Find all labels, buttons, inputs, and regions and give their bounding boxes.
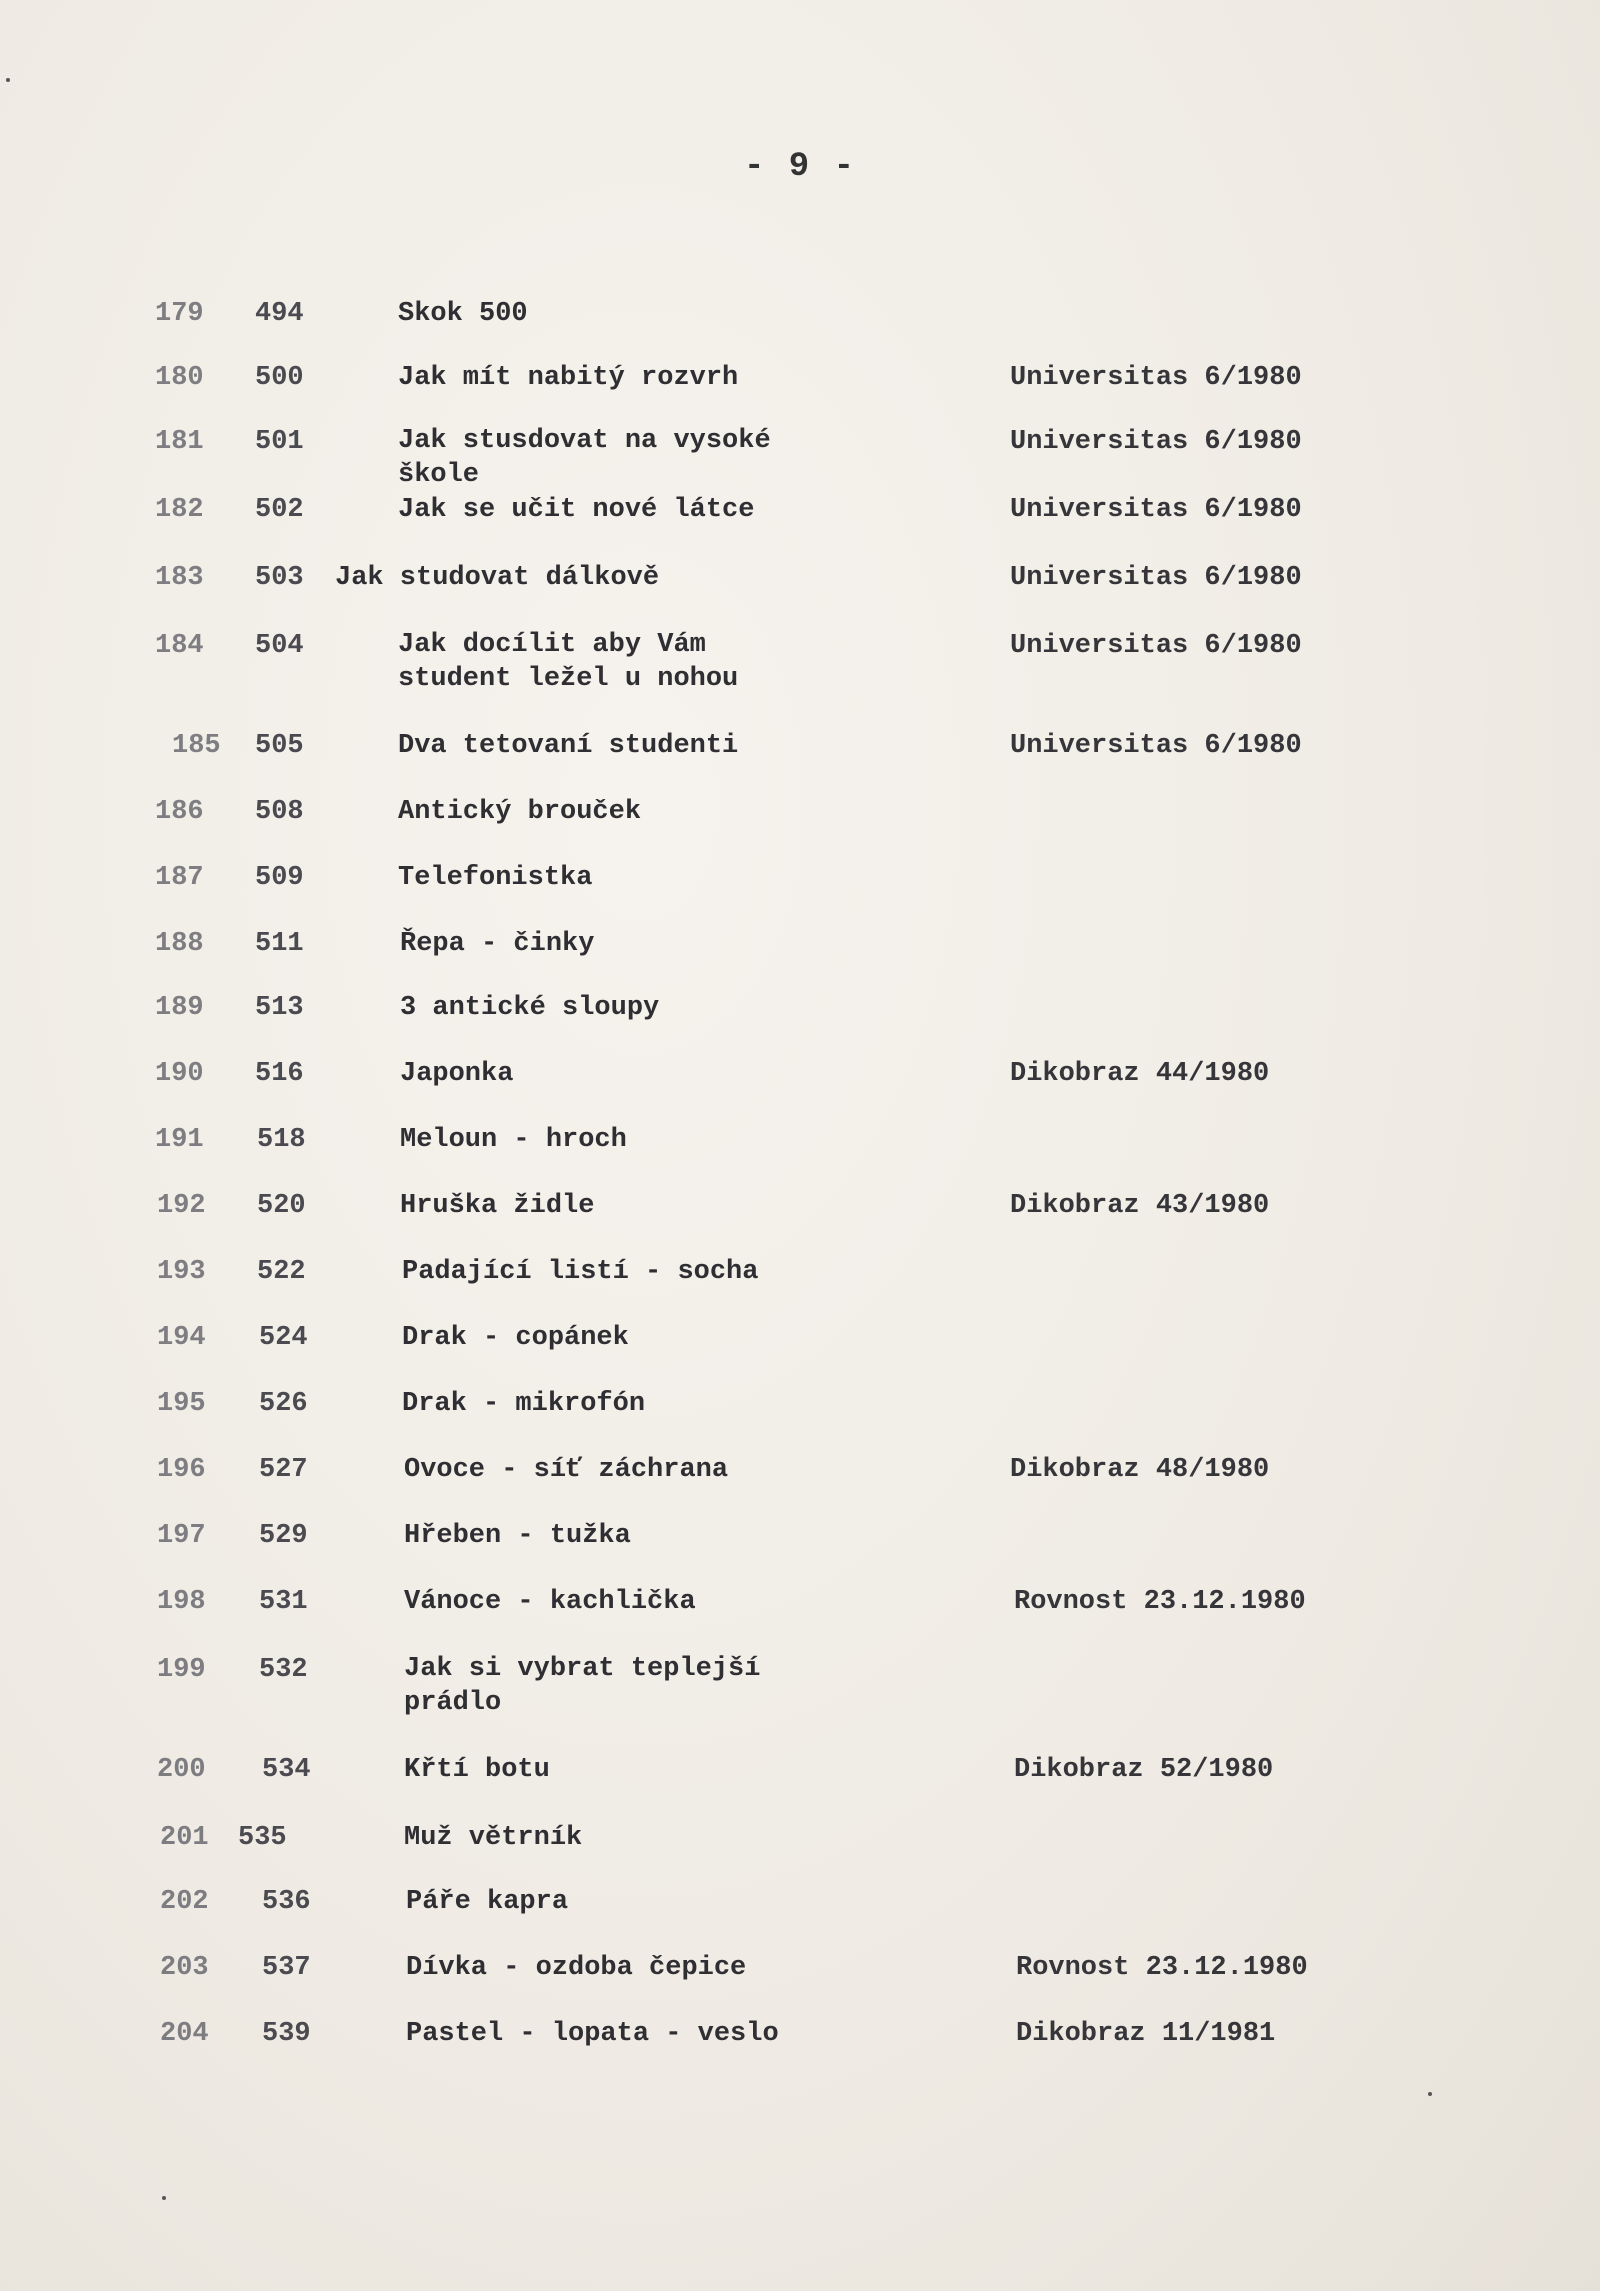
page-number: - 9 -	[743, 148, 857, 186]
entry-number: 184	[155, 631, 204, 661]
entry-number: 182	[155, 495, 204, 525]
entry-number: 181	[155, 427, 204, 457]
entry-number: 190	[155, 1059, 204, 1089]
entry-number: 193	[157, 1257, 206, 1287]
entry-number: 198	[157, 1587, 206, 1617]
entry-title: Křtí botu	[404, 1755, 550, 1785]
entry-id: 536	[262, 1887, 311, 1917]
list-item	[0, 860, 1600, 930]
entry-id: 527	[259, 1455, 308, 1485]
entry-id: 529	[259, 1521, 308, 1551]
list-item	[0, 360, 1600, 430]
list-item	[0, 1752, 1600, 1822]
entry-id: 526	[259, 1389, 308, 1419]
entry-title: Pastel - lopata - veslo	[406, 2019, 779, 2049]
entry-title: Skok 500	[398, 299, 528, 329]
entry-number: 194	[157, 1323, 206, 1353]
entry-number: 183	[155, 563, 204, 593]
list-item	[0, 1056, 1600, 1126]
paper-speck	[162, 2196, 166, 2200]
entry-number: 186	[155, 797, 204, 827]
entry-title: Drak - mikrofón	[402, 1389, 646, 1419]
list-item	[0, 1884, 1600, 1954]
paper-speck	[1428, 2092, 1432, 2096]
list-item	[0, 1122, 1600, 1192]
entry-title: Ovoce - síť záchrana	[404, 1455, 729, 1485]
entry-source: Dikobraz 43/1980	[1010, 1191, 1270, 1221]
entry-title: Jak docílit aby Vám student ležel u nohou	[398, 630, 739, 694]
entry-id: 535	[238, 1823, 287, 1853]
entry-id: 505	[255, 731, 304, 761]
entry-title: Japonka	[400, 1059, 514, 1089]
entry-title: Telefonistka	[398, 863, 593, 893]
entry-id: 508	[255, 797, 304, 827]
entry-number: 195	[157, 1389, 206, 1419]
entry-title: Padající listí - socha	[402, 1257, 759, 1287]
entry-source: Dikobraz 52/1980	[1014, 1755, 1274, 1785]
entry-id: 502	[255, 495, 304, 525]
entry-title: Páře kapra	[406, 1887, 569, 1917]
entry-number: 201	[160, 1823, 209, 1853]
entry-id: 531	[259, 1587, 308, 1617]
list-item	[0, 424, 1600, 494]
entry-number: 191	[155, 1125, 204, 1155]
entry-source: Dikobraz 11/1981	[1016, 2019, 1276, 2049]
entry-number: 189	[155, 993, 204, 1023]
entry-title: Antický brouček	[398, 797, 642, 827]
list-item	[0, 1584, 1600, 1654]
entry-title: Jak si vybrat teplejší prádlo	[404, 1654, 761, 1718]
list-item	[0, 492, 1600, 562]
entry-id: 537	[262, 1953, 311, 1983]
entry-title: Řepa - činky	[400, 929, 595, 959]
entry-id: 509	[255, 863, 304, 893]
list-item	[0, 1950, 1600, 2020]
entry-number: 192	[157, 1191, 206, 1221]
entry-number: 180	[155, 363, 204, 393]
entry-title: 3 antické sloupy	[400, 993, 660, 1023]
entry-number: 199	[157, 1655, 206, 1685]
entry-number: 187	[155, 863, 204, 893]
entry-number: 179	[155, 299, 204, 329]
entry-title: Dva tetovaní studenti	[398, 731, 739, 761]
entry-title: Dívka - ozdoba čepice	[406, 1953, 747, 1983]
entry-source: Dikobraz 48/1980	[1010, 1455, 1270, 1485]
entry-title: Meloun - hroch	[400, 1125, 627, 1155]
entry-id: 524	[259, 1323, 308, 1353]
entry-id: 513	[255, 993, 304, 1023]
entry-id: 534	[262, 1755, 311, 1785]
list-item	[0, 1188, 1600, 1258]
list-item	[0, 1254, 1600, 1324]
entry-number: 196	[157, 1455, 206, 1485]
entry-number: 200	[157, 1755, 206, 1785]
entry-id: 532	[259, 1655, 308, 1685]
entry-source: Universitas 6/1980	[1010, 495, 1302, 525]
list-item	[0, 2016, 1600, 2086]
entry-number: 197	[157, 1521, 206, 1551]
list-item	[0, 1652, 1600, 1722]
list-item	[0, 1452, 1600, 1522]
entry-source: Universitas 6/1980	[1010, 363, 1302, 393]
entry-title: Jak mít nabitý rozvrh	[398, 363, 739, 393]
entry-id: 516	[255, 1059, 304, 1089]
entry-number: 203	[160, 1953, 209, 1983]
list-item	[0, 1820, 1600, 1890]
entry-title: Hřeben - tužka	[404, 1521, 631, 1551]
entry-id: 500	[255, 363, 304, 393]
entry-title: Vánoce - kachlička	[404, 1587, 696, 1617]
entry-number: 202	[160, 1887, 209, 1917]
list-item	[0, 926, 1600, 996]
entry-title: Hruška židle	[400, 1191, 595, 1221]
entry-source: Universitas 6/1980	[1010, 731, 1302, 761]
entry-number: 204	[160, 2019, 209, 2049]
entry-source: Rovnost 23.12.1980	[1016, 1953, 1308, 1983]
entry-source: Rovnost 23.12.1980	[1014, 1587, 1306, 1617]
list-item	[0, 728, 1600, 798]
entry-title: Muž větrník	[404, 1823, 583, 1853]
list-item	[0, 1386, 1600, 1456]
entry-title: Jak studovat dálkově	[335, 563, 660, 593]
entry-number: 188	[155, 929, 204, 959]
entry-id: 539	[262, 2019, 311, 2049]
entry-source: Universitas 6/1980	[1010, 427, 1302, 457]
entry-id: 511	[255, 929, 304, 959]
list-item	[0, 794, 1600, 864]
entry-id: 494	[255, 299, 304, 329]
list-item	[0, 1518, 1600, 1588]
paper-speck	[6, 78, 10, 82]
entry-id: 518	[257, 1125, 306, 1155]
entry-source: Dikobraz 44/1980	[1010, 1059, 1270, 1089]
entry-id: 501	[255, 427, 304, 457]
entry-id: 503	[255, 563, 304, 593]
entry-number: 185	[172, 731, 221, 761]
entry-source: Universitas 6/1980	[1010, 631, 1302, 661]
entry-title: Drak - copánek	[402, 1323, 629, 1353]
list-item	[0, 296, 1600, 366]
list-item	[0, 1320, 1600, 1390]
entry-id: 522	[257, 1257, 306, 1287]
entry-title: Jak se učit nové látce	[398, 495, 755, 525]
entry-id: 504	[255, 631, 304, 661]
list-item	[0, 628, 1600, 698]
entry-source: Universitas 6/1980	[1010, 563, 1302, 593]
list-item	[0, 560, 1600, 630]
entry-id: 520	[257, 1191, 306, 1221]
entry-title: Jak stusdovat na vysoké škole	[398, 426, 771, 490]
list-item	[0, 990, 1600, 1060]
